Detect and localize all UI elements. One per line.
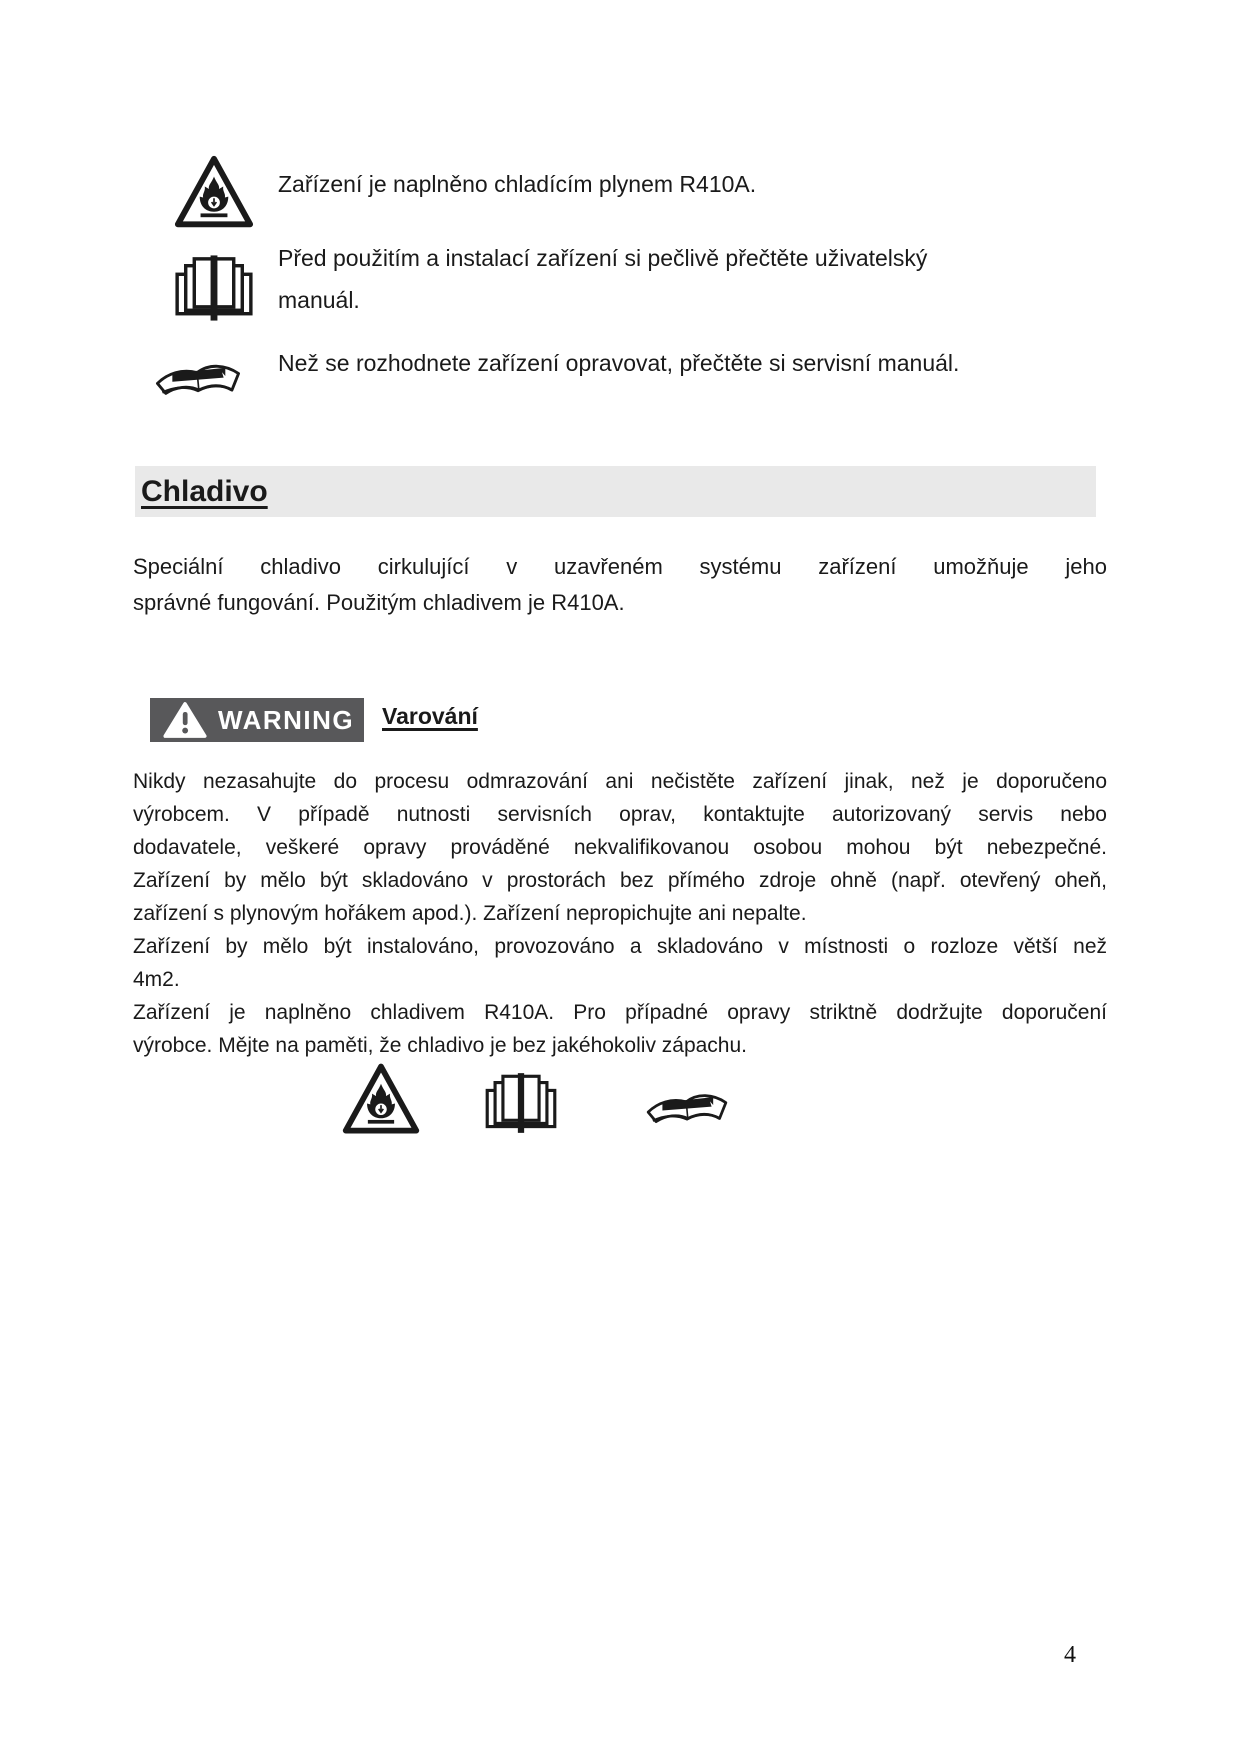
warning-badge-label: WARNING [218,704,355,735]
warning-triangle-icon [163,701,207,739]
intro-line: Speciální chladivo cirkulující v uzavřeném systému zařízení umožňuje jeho [133,554,1107,579]
intro-paragraph [133,549,1107,621]
warning-body-line: výrobcem. V případě nutnosti servisních oprav, kontaktujte autorizovaný servis nebo [133,803,1107,826]
service-manual-icon [642,1082,732,1128]
warning-body-line: Zařízení je naplněno chladivem R410A. Pro případné opravy striktně dodržujte doporučení [133,1001,1107,1024]
safety-row-text [278,237,968,321]
warning-body-line: výrobce. Mějte na paměti, že chladivo je bez jakéhokoliv zápachu. [133,1034,748,1057]
flammable-warning-icon [338,1060,424,1138]
warning-body-line: dodavatele, veškeré opravy prováděné nekvalifikovanou osobou mohou být nebezpečné. [133,836,1107,859]
service-manual-icon [152,352,244,400]
safety-row-line: manuál. [278,287,360,313]
warning-badge [150,698,364,742]
warning-body-line: Nikdy nezasahujte do procesu odmrazování ani nečistěte zařízení jinak, než je doporučeno [133,770,1107,793]
safety-row-line: Než se rozhodnete zařízení opravovat, přečtěte si servisní manuál. [278,350,960,376]
page-number: 4 [1064,1642,1076,1668]
safety-row-text [278,163,898,205]
user-manual-icon [478,1070,564,1136]
warning-body-line: 4m2. [133,968,180,991]
warning-body-line: zařízení s plynovým hořákem apod.). Zařízení nepropichujte ani nepalte. [133,902,807,925]
safety-row-text [278,342,1058,384]
user-manual-icon [170,252,258,324]
intro-line: správné fungování. Použitým chladivem je R410A. [133,590,625,615]
warning-body-line: Zařízení by mělo být instalováno, provozováno a skladováno v místnosti o rozloze větší než [133,935,1107,958]
safety-row-line: Zařízení je naplněno chladícím plynem R410A. [278,171,757,197]
warning-body-line: Zařízení by mělo být skladováno v prostorách bez přímého zdroje ohně (např. otevřený oheň, [133,869,1107,892]
section-heading-bar [135,466,1096,517]
flammable-warning-icon [172,152,256,232]
warning-heading: Varování [382,703,478,729]
section-title: Chladivo [141,474,268,508]
warning-body [133,765,1107,1062]
safety-row-line: Před použitím a instalací zařízení si pečlivě přečtěte uživatelský [278,245,928,271]
